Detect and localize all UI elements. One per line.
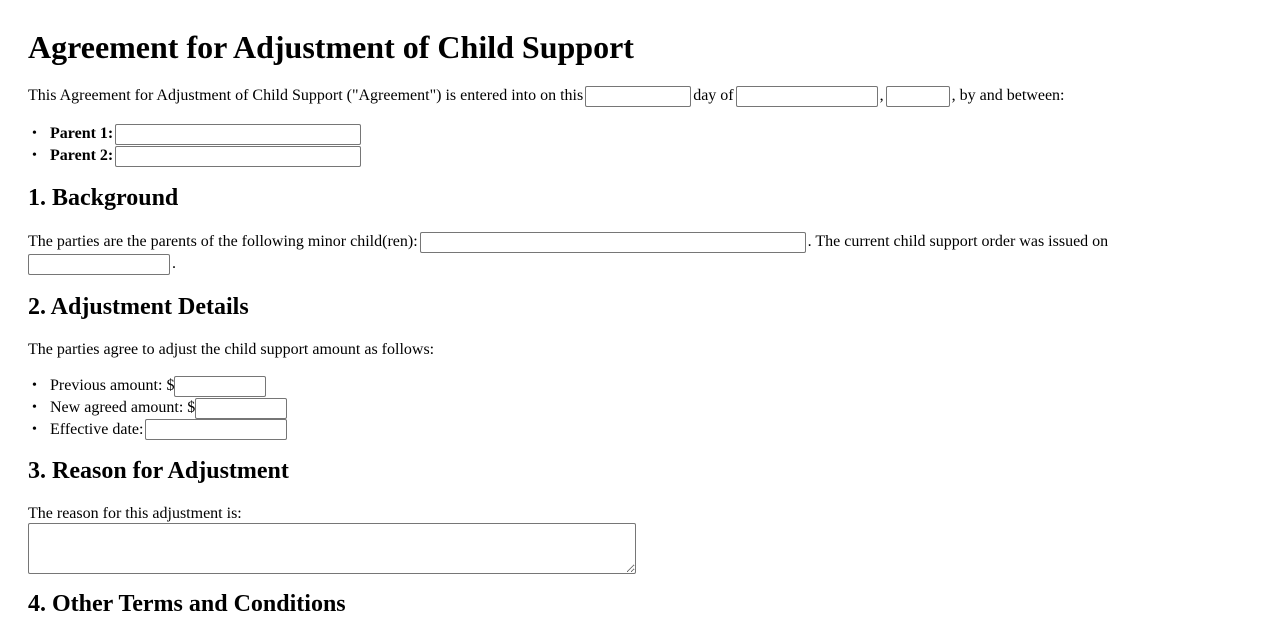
effective-date-input[interactable] [145,419,287,440]
day-of-text: day of [693,87,734,105]
list-item [50,397,289,419]
order-date-line [28,254,176,275]
effective-date-label: Effective date: [50,420,144,438]
parent-2-input[interactable] [115,146,361,167]
children-input[interactable] [420,232,806,253]
adjustment-text: The parties agree to adjust the child support amount as follows: [28,341,435,358]
intro-text: This Agreement for Adjustment of Child Support ("Agreement") is entered into on this [28,87,584,105]
background-paragraph [28,232,1108,253]
order-date-input[interactable] [28,254,170,275]
new-amount-label: New agreed amount: $ [50,398,196,416]
adjustment-list [50,375,289,440]
month-input[interactable] [736,86,878,107]
background-middle-text: . The current child support order was issued on [807,233,1109,251]
reason-text: The reason for this adjustment is: [28,505,242,522]
list-item [50,145,363,167]
parent-2-label: Parent 2: [50,146,114,164]
intro-end-text: , by and between: [951,87,1065,105]
other-terms-heading: 4. Other Terms and Conditions [28,591,346,617]
previous-amount-label: Previous amount: $ [50,377,175,394]
background-text: The parties are the parents of the following minor child(ren): [28,233,418,251]
year-input[interactable] [886,86,950,107]
reason-heading: 3. Reason for Adjustment [28,458,289,484]
background-heading: 1. Background [28,185,179,211]
comma-text: , [879,87,884,105]
new-amount-input[interactable] [195,398,287,419]
day-input[interactable] [585,86,691,107]
parent-1-input[interactable] [115,124,361,145]
list-item [50,419,289,441]
intro-paragraph [28,86,1065,107]
parent-1-label: Parent 1: [50,125,114,142]
list-item [50,123,363,145]
reason-textarea[interactable] [28,523,636,574]
page-title: Agreement for Adjustment of Child Support [28,29,634,65]
parents-list [50,123,363,167]
previous-amount-input[interactable] [174,376,266,397]
order-date-period: . [172,255,176,273]
list-item [50,375,289,397]
adjustment-heading: 2. Adjustment Details [28,294,249,320]
